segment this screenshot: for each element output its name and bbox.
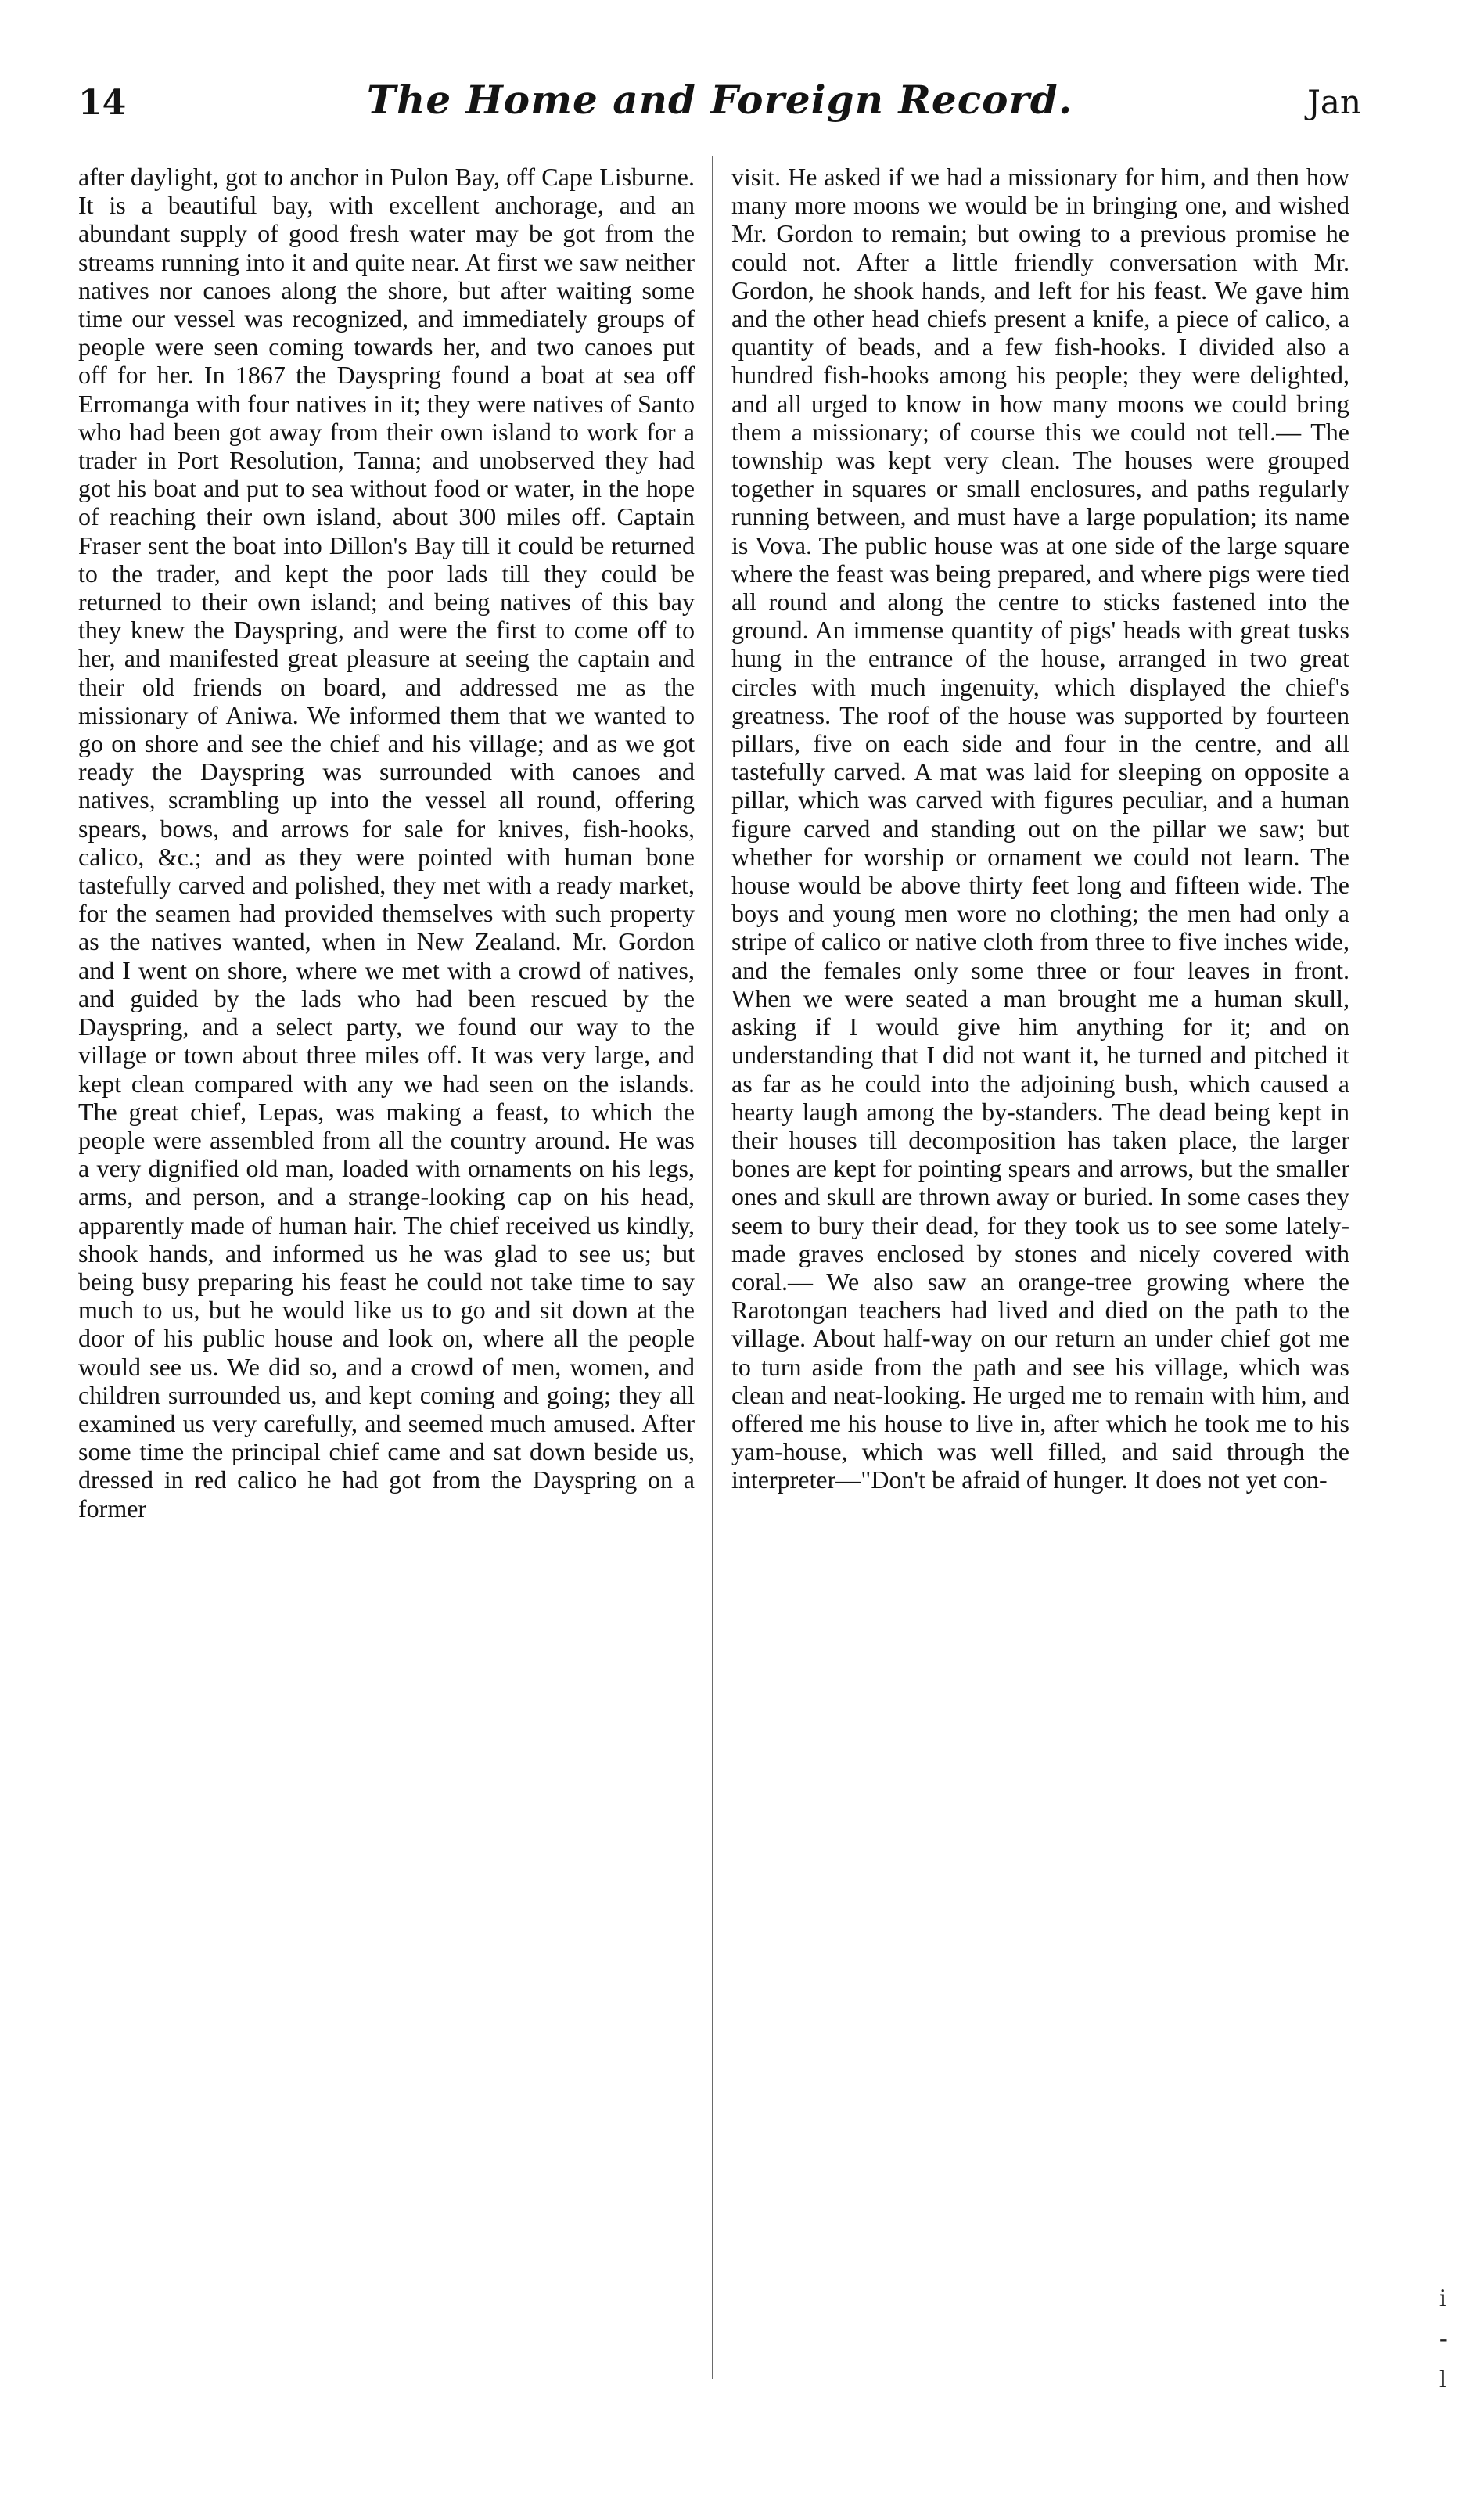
page-number: 14 <box>78 83 127 123</box>
journal-title: The Home and Foreign Record. <box>366 77 1073 123</box>
right-column <box>731 163 1349 1494</box>
column-divider <box>712 156 713 2379</box>
margin-marks <box>1439 2277 1455 2399</box>
margin-mark: i <box>1439 2283 1446 2311</box>
right-column-text: visit. He asked if we had a missionary for him, and then how many more moons we would be in bringing one, and wished Mr. Gordon to remain; but owing to a previous promise he could not. After a little friendly conversation with Mr. Gordon, he shook hands, and left for his feast. We gave him and the other head chiefs present a knife, a piece of calico, a quantity of beads, and a few fish-hooks. I divided also a hundred fish-hooks among his people; they were delighted, and all urged to know in how many moons we could bring them a missionary; of course this we could not tell.— The township was kept very clean. The houses were grouped together in squares or small enclosures, and paths regularly running between, and must have a large population; its name is Vova. The public house was at one side of the large square where the feast was being prepared, and where pigs were tied all round and along the centre to sticks fastened into the ground. An immense quantity of pigs' heads with great tusks hung in the entrance of the house, arranged in two great circles with much ingenuity, which displayed the chief's greatness. The roof of the house was supported by fourteen pillars, five on each side and four in the centre, and all tastefully carved. A mat was laid for sleeping on opposite a pillar, which was carved with figures peculiar, and a human figure carved and standing out on the pillar we saw; but whether for worship or ornament we could not learn. The house would be above thirty feet long and fifteen wide. The boys and young men wore no clothing; the men had only a stripe of calico or native cloth from three to five inches wide, and the females only some three or four leaves in front. When we were seated a man brought me a human skull, asking if I would give him anything for it; and on understanding that I did not want it, he turned and pitched it as far as he could into the adjoining bush, which caused a hearty laugh among the by-standers. The dead being kept in their houses till decomposition has taken place, the larger bones are kept for pointing spears and arrows, but the smaller ones and skull are thrown away or buried. In some cases they seem to bury their dead, for they took us to see some lately-made graves enclosed by stones and nicely covered with coral.— We also saw an orange-tree growing where the Rarotongan teachers had lived and died on the path to the village. About half-way on our return an under chief got me to turn aside from the path and see his village, which was clean and neat-looking. He urged me to remain with him, and offered me his house to live in, after which he took me to his yam-house, which was well filled, and said through the interpreter—"Don't be afraid of hunger. It does not yet con- <box>731 163 1349 1494</box>
month-label: Jan <box>1307 83 1361 121</box>
running-header <box>78 77 1361 139</box>
left-column-text: after daylight, got to anchor in Pulon Bay, off Cape Lisburne. It is a beautiful bay, with excellent anchorage, and an abundant supply of good fresh water may be got from the streams running into it and quite near. At first we saw neither natives nor canoes along the shore, but after waiting some time our vessel was recognized, and immediately groups of people were seen coming towards her, and two canoes put off for her. In 1867 the Dayspring found a boat at sea off Erromanga with four natives in it; they were natives of Santo who had been got away from their own island to work for a trader in Port Resolution, Tanna; and unobserved they had got his boat and put to sea without food or water, in the hope of reaching their own island, about 300 miles off. Captain Fraser sent the boat into Dillon's Bay till it could be returned to the trader, and kept the poor lads till they could be returned to their own island; and being natives of this bay they knew the Dayspring, and were the first to come off to her, and manifested great pleasure at seeing the captain and their old friends on board, and addressed me as the missionary of Aniwa. We informed them that we wanted to go on shore and see the chief and his village; and as we got ready the Dayspring was surrounded with canoes and natives, scrambling up into the vessel all round, offering spears, bows, and arrows for sale for knives, fish-hooks, calico, &c.; and as they were pointed with human bone tastefully carved and polished, they met with a ready market, for the seamen had provided themselves with such property as the natives wanted, when in New Zealand. Mr. Gordon and I went on shore, where we met with a crowd of natives, and guided by the lads who had been rescued by the Dayspring, and a select party, we found our way to the village or town about three miles off. It was very large, and kept clean compared with any we had seen on the islands. The great chief, Lepas, was making a feast, to which the people were assembled from all the country around. He was a very dignified old man, loaded with ornaments on his legs, arms, and person, and a strange-looking cap on his head, apparently made of human hair. The chief received us kindly, shook hands, and informed us he was glad to see us; but being busy preparing his feast he could not take time to say much to us, but he would like us to go and sit down at the door of his public house and look on, where all the people would see us. We did so, and a crowd of men, women, and children surrounded us, and kept coming and going; they all examined us very carefully, and seemed much amused. After some time the principal chief came and sat down beside us, dressed in red calico he had got from the Dayspring on a former <box>78 163 695 1523</box>
margin-mark: l <box>1439 2364 1446 2393</box>
left-column <box>78 163 695 1523</box>
margin-mark: - <box>1439 2324 1448 2352</box>
